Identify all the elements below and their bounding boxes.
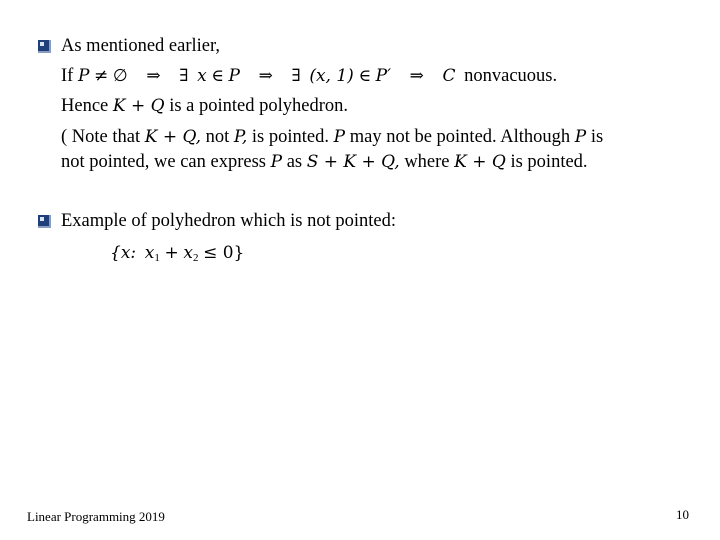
implication-line: If P ≠ ∅ ⇒ ∃ x ∈ P ⇒ ∃ (x, 1) ∈ P′ ⇒ C nonvacuous. (61, 66, 558, 86)
note-line-1: ( Note that K + Q, not P, is pointed. P may not be pointed. Although P is (61, 127, 604, 147)
hence-line: Hence K + Q is a pointed polyhedron. (61, 96, 349, 116)
note-line-2: not pointed, we can express P as S + K + Q, where K + Q is pointed. (61, 152, 588, 172)
footer-course-title: Linear Programming 2019 (27, 509, 165, 524)
bullet-square-icon (38, 40, 51, 53)
page-number: 10 (676, 507, 689, 522)
bullet1-heading: As mentioned earlier, (61, 36, 221, 56)
bullet-square-icon (38, 215, 51, 228)
bullet2-heading: Example of polyhedron which is not pointed: (61, 211, 396, 231)
example-set: {x: $x_1 + x_2 \le 0$} (110, 243, 245, 264)
